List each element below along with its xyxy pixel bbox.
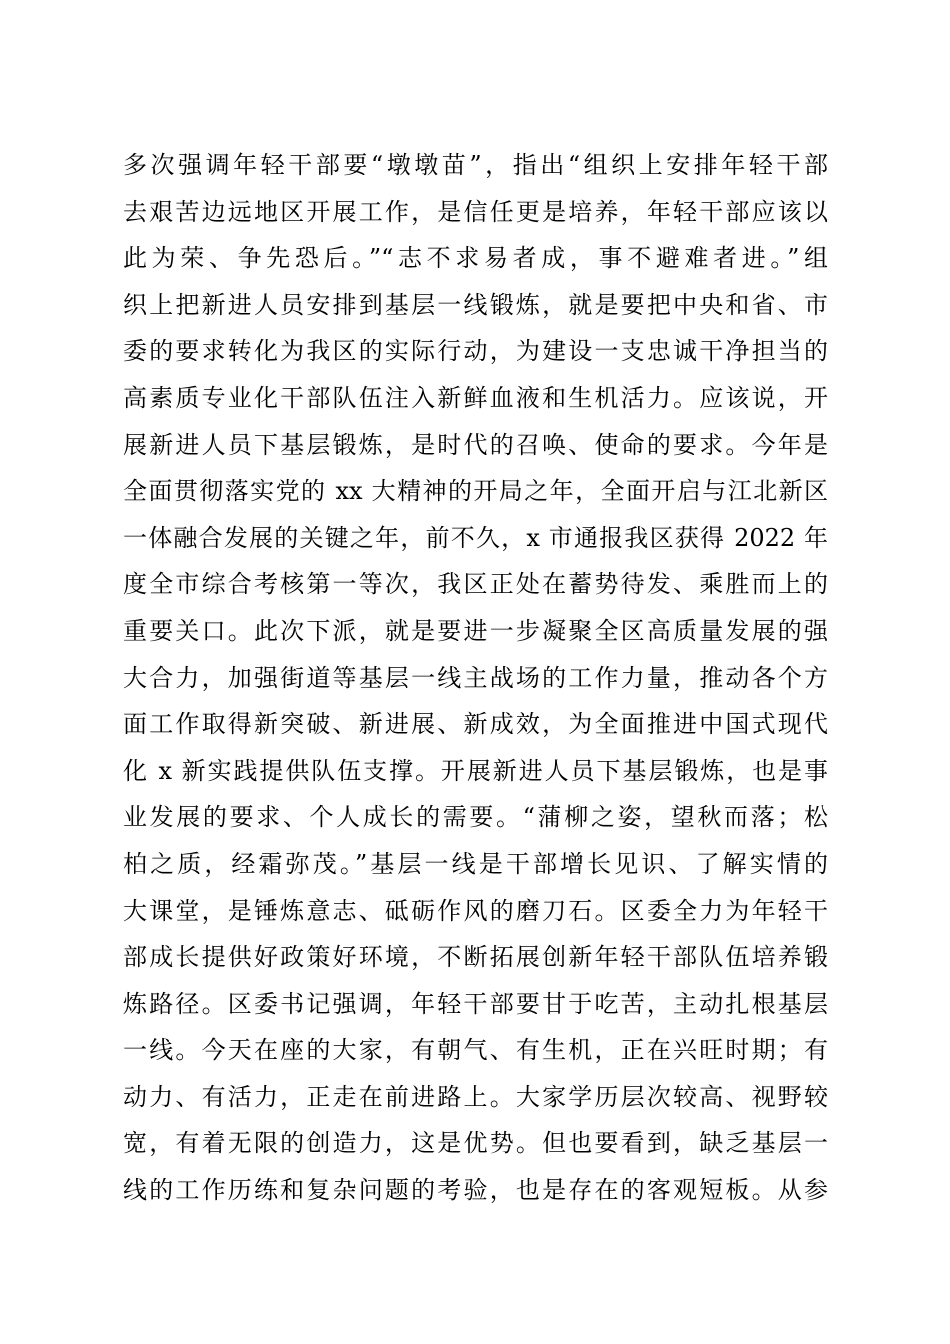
text-line: 高素质专业化干部队伍注入新鲜血液和生机活力。应该说，开: [123, 383, 828, 412]
text-line: 全面贯彻落实党的 xx 大精神的开局之年，全面开启与江北新区: [123, 477, 828, 506]
text-line: 此为荣、争先恐后。”“志不求易者成，事不避难者进。”组: [123, 244, 828, 273]
text-line: 织上把新进人员安排到基层一线锻炼，就是要把中央和省、市: [123, 290, 828, 319]
text-line: 重要关口。此次下派，就是要进一步凝聚全区高质量发展的强: [123, 616, 828, 645]
text-line: 化 x 新实践提供队伍支撑。开展新进人员下基层锻炼，也是事: [123, 756, 828, 785]
text-line: 一线。今天在座的大家，有朝气、有生机，正在兴旺时期；有: [123, 1036, 828, 1065]
text-line: 线的工作历练和复杂问题的考验，也是存在的客观短板。从参: [123, 1176, 828, 1205]
text-line: 面工作取得新突破、新进展、新成效，为全面推进中国式现代: [123, 710, 828, 739]
text-line: 部成长提供好政策好环境，不断拓展创新年轻干部队伍培养锻: [123, 943, 828, 972]
text-line: 宽，有着无限的创造力，这是优势。但也要看到，缺乏基层一: [123, 1129, 828, 1158]
text-line: 动力、有活力，正走在前进路上。大家学历层次较高、视野较: [123, 1082, 828, 1111]
text-line: 柏之质，经霜弥茂。”基层一线是干部增长见识、了解实情的: [123, 849, 828, 878]
text-line: 大合力，加强街道等基层一线主战场的工作力量，推动各个方: [123, 663, 828, 692]
text-line: 炼路径。区委书记强调，年轻干部要甘于吃苦，主动扎根基层: [123, 989, 828, 1018]
text-line: 业发展的要求、个人成长的需要。“蒲柳之姿，望秋而落；松: [123, 803, 828, 832]
text-line: 去艰苦边远地区开展工作，是信任更是培养，年轻干部应该以: [123, 197, 828, 226]
body-text: [123, 142, 828, 1214]
text-line: 展新进人员下基层锻炼，是时代的召唤、使命的要求。今年是: [123, 430, 828, 459]
text-line: 多次强调年轻干部要“墩墩苗”，指出“组织上安排年轻干部: [123, 151, 828, 179]
text-line: 一体融合发展的关键之年，前不久，x 市通报我区获得 2022 年: [123, 523, 828, 552]
text-line: 委的要求转化为我区的实际行动，为建设一支忠诚干净担当的: [123, 337, 828, 366]
text-line: 大课堂，是锤炼意志、砥砺作风的磨刀石。区委全力为年轻干: [123, 896, 828, 925]
text-line: 度全市综合考核第一等次，我区正处在蓄势待发、乘胜而上的: [123, 570, 828, 599]
